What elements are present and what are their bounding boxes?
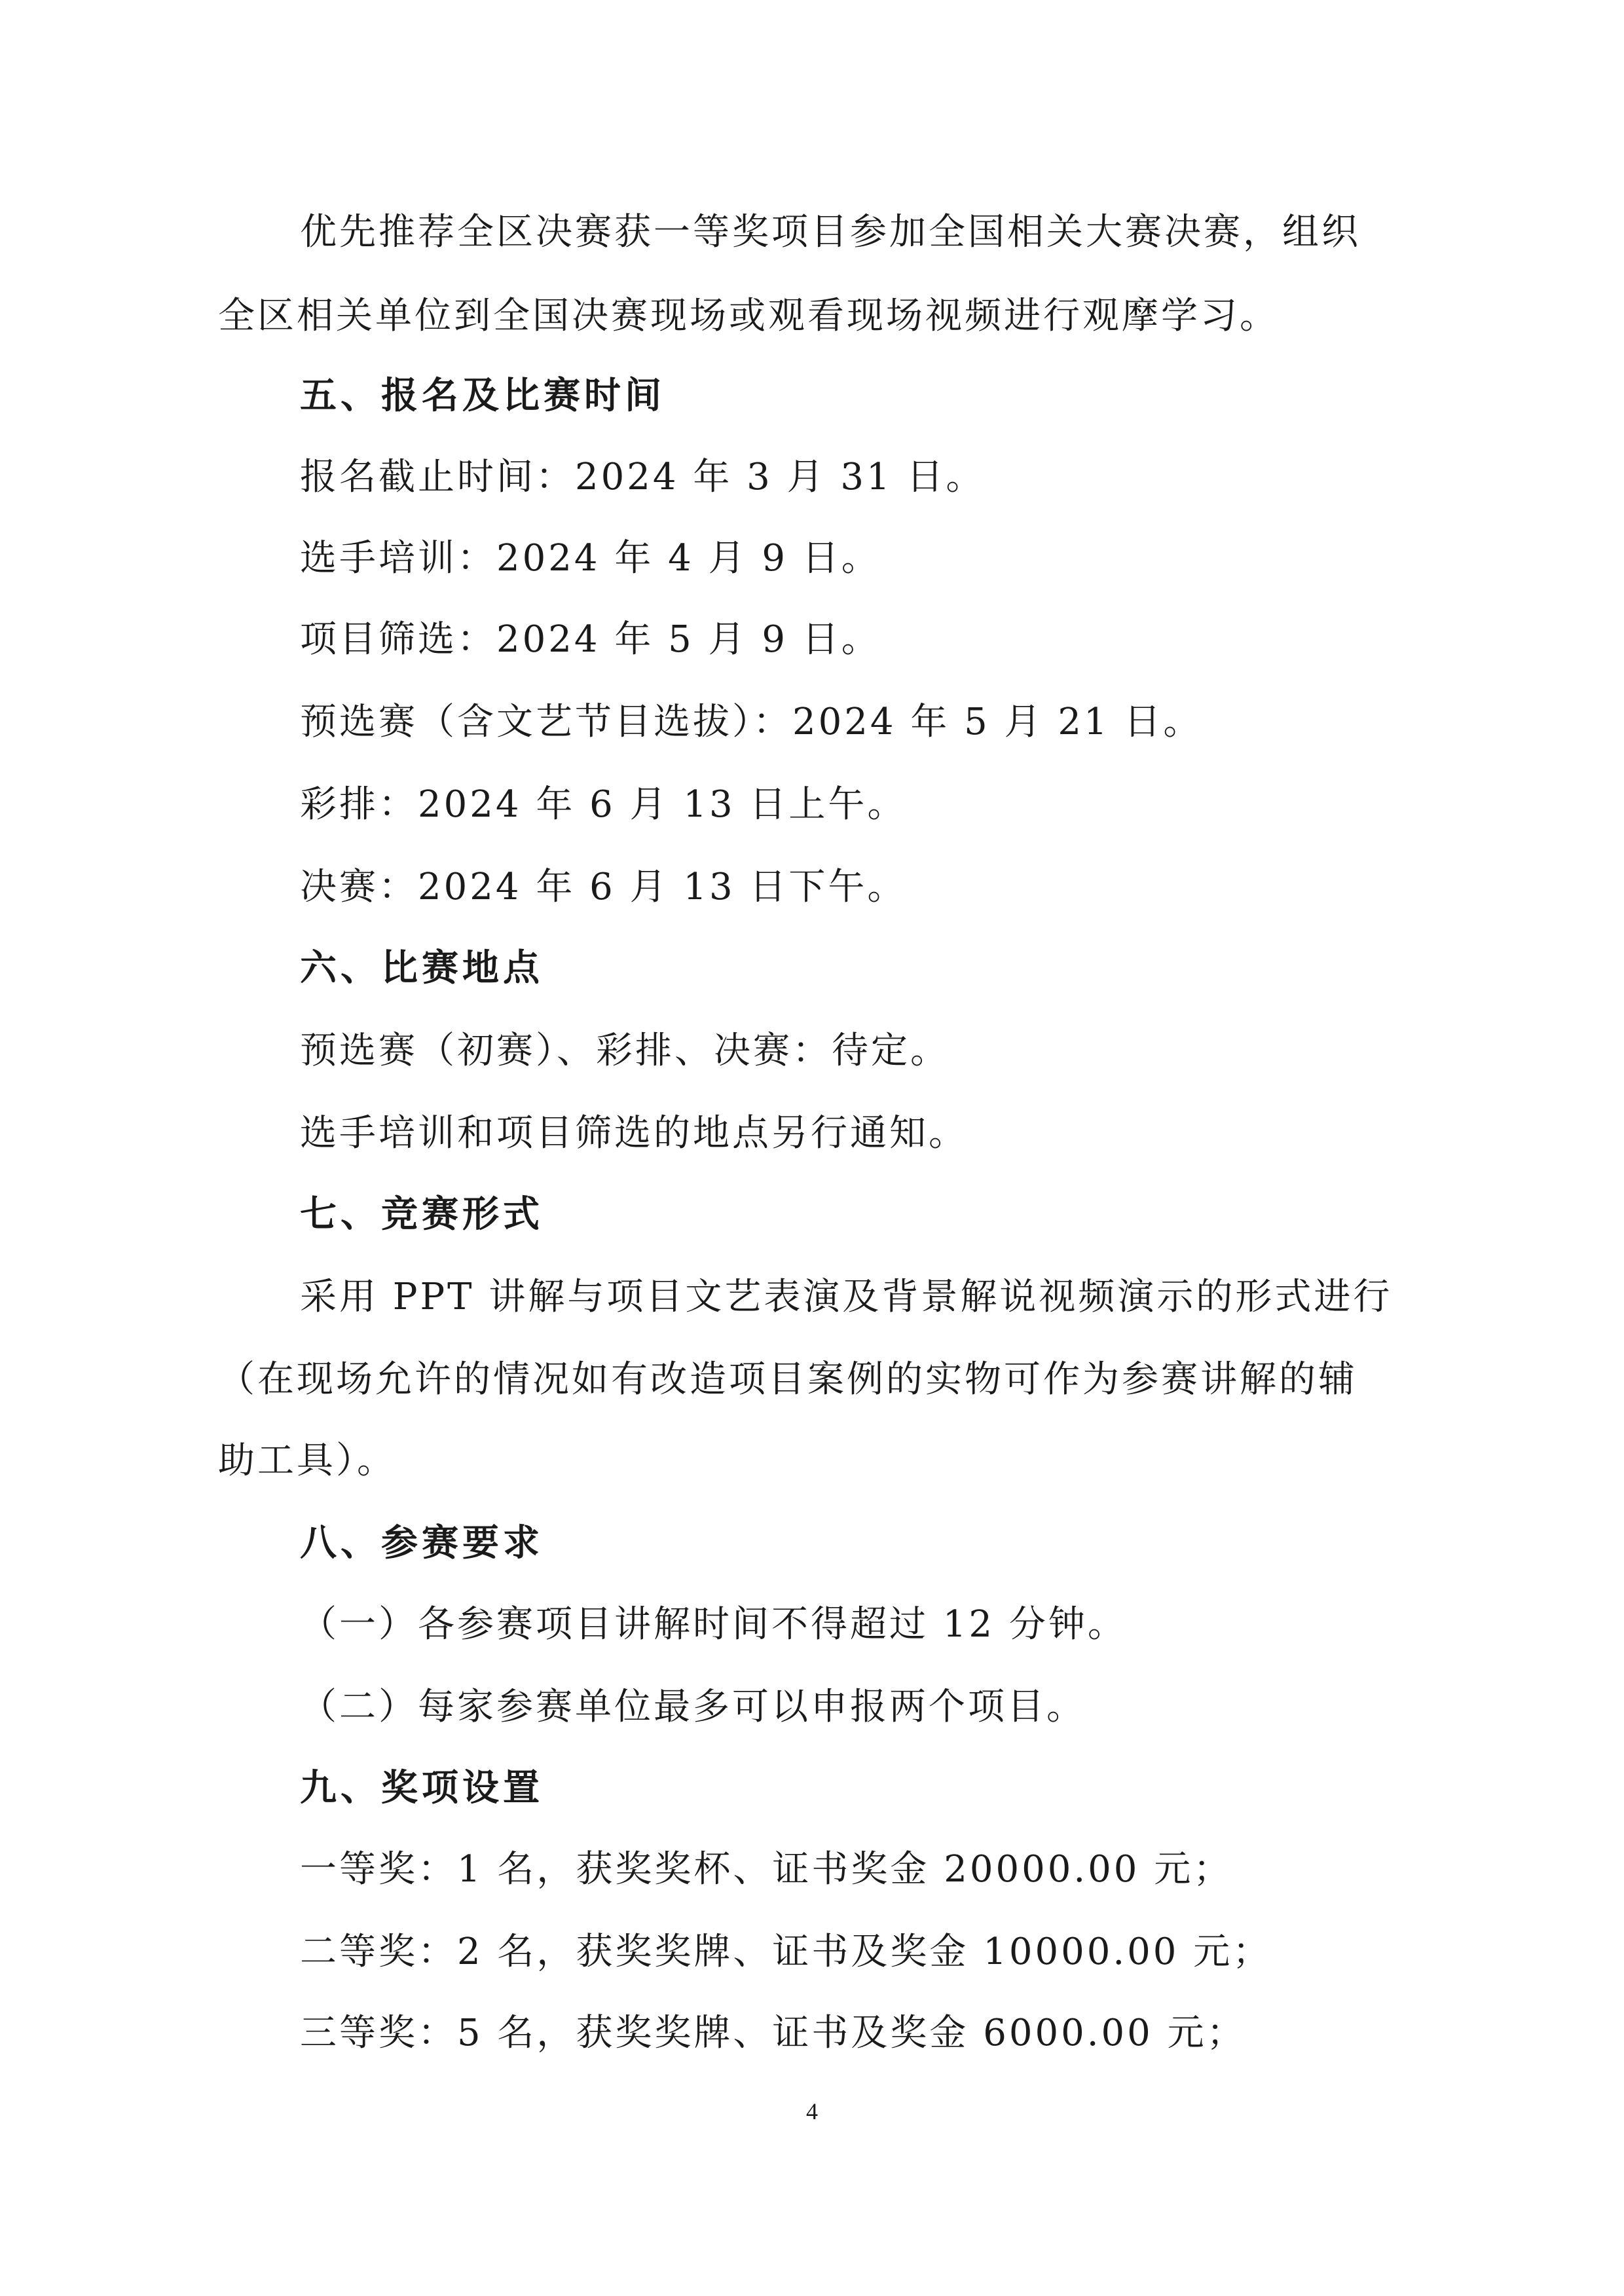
paragraph-line: 三等奖：5 名，获奖奖牌、证书及奖金 6000.00 元；: [300, 2012, 1246, 2054]
paragraph-line: 预选赛（含文艺节目选拔）：2024 年 5 月 21 日。: [300, 701, 1203, 743]
paragraph-line: （在现场允许的情况如有改造项目案例的实物可作为参赛讲解的辅: [218, 1358, 1357, 1401]
section-heading-requirements: 八、参赛要求: [300, 1522, 544, 1565]
section-heading-format: 七、竞赛形式: [300, 1193, 544, 1236]
paragraph-line: （一）各参赛项目讲解时间不得超过 12 分钟。: [300, 1603, 1127, 1646]
section-heading-awards: 九、奖项设置: [300, 1767, 544, 1809]
paragraph-line: 助工具）。: [218, 1439, 396, 1482]
paragraph-line: 彩排：2024 年 6 月 13 日上午。: [300, 783, 907, 826]
paragraph-line: 预选赛（初赛）、彩排、决赛：待定。: [300, 1029, 950, 1072]
paragraph-line: 项目筛选：2024 年 5 月 9 日。: [300, 618, 881, 661]
section-heading-venue: 六、比赛地点: [300, 947, 544, 990]
page-number: 4: [806, 2098, 818, 2124]
paragraph-line: 一等奖：1 名，获奖奖杯、证书奖金 20000.00 元；: [300, 1848, 1233, 1891]
paragraph-line: （二）每家参赛单位最多可以申报两个项目。: [300, 1686, 1086, 1728]
paragraph-line: 报名截止时间：2024 年 3 月 31 日。: [300, 456, 986, 498]
paragraph-line: 二等奖：2 名，获奖奖牌、证书及奖金 10000.00 元；: [300, 1931, 1272, 1973]
paragraph-line: 采用 PPT 讲解与项目文艺表演及背景解说视频演示的形式进行: [300, 1276, 1393, 1318]
section-heading-registration: 五、报名及比赛时间: [300, 375, 665, 417]
paragraph-line: 决赛：2024 年 6 月 13 日下午。: [300, 866, 907, 908]
paragraph-line: 选手培训和项目筛选的地点另行通知。: [300, 1112, 968, 1155]
paragraph-line: 优先推荐全区决赛获一等奖项目参加全国相关大赛决赛，组织: [300, 211, 1361, 253]
paragraph-line: 选手培训：2024 年 4 月 9 日。: [300, 537, 881, 580]
paragraph-line: 全区相关单位到全国决赛现场或观看现场视频进行观摩学习。: [218, 295, 1279, 337]
